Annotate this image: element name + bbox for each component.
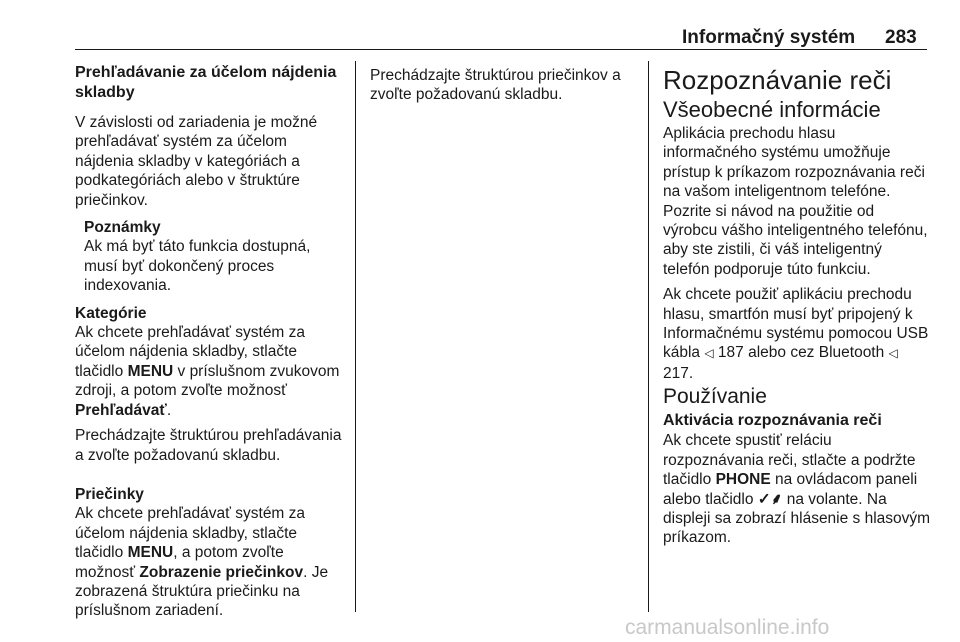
browse-paragraph: Prechádzajte štruktúrou prehľadávania a zvoľte požadovanú skladbu. (75, 427, 342, 464)
menu-button-label-2: MENU (127, 544, 174, 562)
categories-text-1: Ak chcete prehľadávať systém za účelom nájdenia skladby, stlačte tlačidlo (75, 324, 306, 380)
subheading-usage: Používanie (663, 385, 767, 409)
folders-text-2: , a potom zvoľte možnosť (75, 544, 284, 581)
reference-usb: 187 alebo cez Bluetooth (713, 344, 889, 362)
page-number: 283 (885, 27, 917, 48)
reference-bluetooth: 217. (663, 364, 694, 382)
chapter-heading: Rozpoznávanie reči (663, 65, 892, 95)
column-1 (75, 63, 347, 621)
menu-button-label: MENU (127, 362, 174, 380)
categories-text-2: v príslušnom zvukovom zdroji, a potom zvoľte možnosť (75, 362, 340, 400)
section-heading-browse: Prehľadávanie za účelom nájdenia skladby (75, 64, 337, 101)
phone-button-label: PHONE (715, 471, 771, 489)
categories-text-3: . (166, 401, 172, 419)
general-text-a: Ak chcete použiť aplikáciu prechodu hlasu, smartfón musí byť pripojený k Informačnému systému pomocou USB kábla (663, 286, 929, 362)
note-box (75, 218, 347, 296)
general-paragraph-2 (663, 285, 931, 383)
column-2 (370, 66, 638, 105)
categories-title: Kategórie (75, 304, 147, 322)
subheading-general: Všeobecné informácie (663, 97, 881, 122)
browse-option-label: Prehľadávať (75, 401, 167, 419)
folders-title: Priečinky (75, 485, 144, 503)
categories-paragraph (75, 323, 347, 420)
folders-paragraph (75, 504, 347, 620)
voice-command-icon: ✓⸙ (757, 490, 783, 508)
header-rule (75, 49, 927, 50)
intro-paragraph: V závislosti od zariadenia je možné prehľadávať systém za účelom nájdenia skladby v kategóriách a podkategóriách alebo v štruktúre priečinkov. (75, 114, 318, 209)
column-divider-1 (355, 61, 356, 612)
folder-browse-paragraph: Prechádzajte štruktúrou priečinkov a zvoľte požadovanú skladbu. (370, 67, 621, 104)
activation-text-a: Ak chcete spustiť reláciu rozpoznávania reči, stlačte a podržte tlačidlo (663, 432, 916, 489)
folder-view-option-label: Zobrazenie priečinkov (139, 563, 304, 581)
watermark: carmanualsonline.info (625, 616, 830, 639)
column-3 (663, 64, 931, 548)
page-header-title: Informačný systém (682, 27, 856, 48)
activation-paragraph (663, 431, 931, 547)
general-paragraph-1: Aplikácia prechodu hlasu informačného systému umožňuje prístup k príkazom rozpoznávania reči na vašom inteligentnom telefóne. Pozrite si návod na použitie od výrobcu vášho inteligentného telefónu, aby ste zistili, či váš inteligentný telefón podporuje túto funkciu. (663, 125, 928, 278)
column-divider-2 (648, 61, 649, 612)
folders-text-3: . Je zobrazená štruktúra priečinku na príslušnom zariadení. (75, 563, 329, 620)
activation-text-b: na ovládacom paneli alebo tlačidlo (663, 471, 918, 508)
activation-text-c: na volante. Na displeji sa zobrazí hlásenie s hlasovým príkazom. (663, 490, 931, 547)
folders-text-1: Ak chcete prehľadávať systém za účelom nájdenia skladby, stlačte tlačidlo (75, 505, 306, 562)
reference-arrow-icon: ◁ (888, 346, 898, 361)
activation-heading: Aktivácia rozpoznávania reči (663, 412, 882, 430)
reference-arrow-icon: ◁ (704, 346, 714, 361)
note-text: Ak má byť táto funkcia dostupná, musí byť dokončený proces indexovania. (84, 238, 311, 295)
note-title: Poznámky (84, 219, 161, 237)
